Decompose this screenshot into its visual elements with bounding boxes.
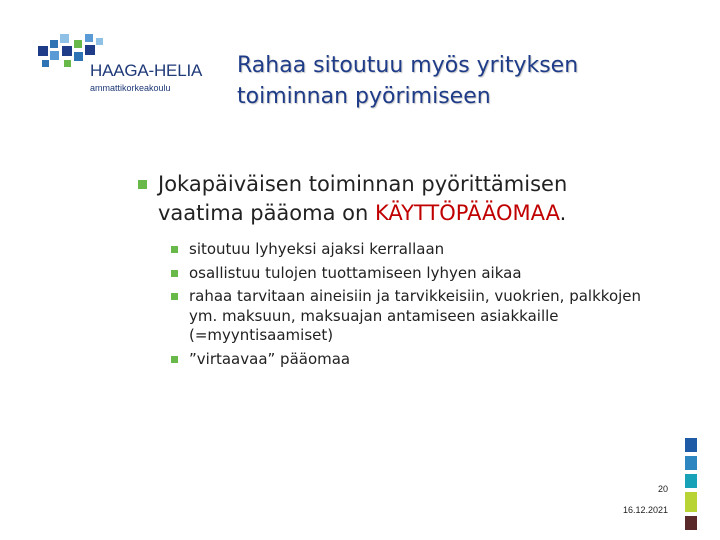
sub-bullet xyxy=(189,350,659,370)
main-bullet-text: vaatima pääoma on xyxy=(158,201,375,225)
footer-color-strip xyxy=(685,438,697,534)
strip-block xyxy=(685,516,697,530)
sub-bullet-text: ”virtaavaa” pääomaa xyxy=(189,349,351,368)
logo-name: HAAGA-HELIA xyxy=(90,61,203,80)
sub-bullet-text: sitoutuu lyhyeksi ajaksi kerrallaan xyxy=(189,240,445,258)
strip-block xyxy=(685,492,697,512)
bullet-marker-icon xyxy=(138,180,147,189)
slide-date: 16.12.2021 xyxy=(622,505,668,515)
sub-bullet xyxy=(189,287,659,346)
bullet-marker-icon xyxy=(171,246,178,253)
highlight-term: KÄYTTÖPÄÄOMAA xyxy=(374,201,560,225)
main-bullet xyxy=(158,170,688,228)
sub-bullet-text: rahaa tarvitaan aineisiin ja tarvikkeisiin, vuokrien, palkkojen ym. maksuun, maksuajan antamiseen asiakkaille (=myyntisaamiset) xyxy=(189,287,642,344)
sub-bullet xyxy=(189,264,659,284)
strip-block xyxy=(685,456,697,470)
page-number: 20 xyxy=(657,484,668,494)
slide-title xyxy=(237,50,697,112)
bullet-marker-icon xyxy=(171,293,178,300)
main-bullet-line-2 xyxy=(158,199,688,228)
main-bullet-punctuation: . xyxy=(559,201,567,225)
haaga-helia-logo xyxy=(38,34,203,104)
sub-bullet xyxy=(189,240,659,260)
sub-bullet-list xyxy=(189,240,659,373)
bullet-marker-icon xyxy=(171,356,178,363)
main-bullet-line-1: Jokapäiväisen toiminnan pyörittämisen xyxy=(158,172,568,196)
logo-subtitle: ammattikorkeakoulu xyxy=(90,83,171,93)
slide-title-line-1: Rahaa sitoutuu myös yrityksen xyxy=(237,53,579,78)
sub-bullet-text: osallistuu tulojen tuottamiseen lyhyen aikaa xyxy=(189,263,522,282)
strip-block xyxy=(685,474,697,488)
strip-block xyxy=(685,438,697,452)
bullet-marker-icon xyxy=(171,270,178,277)
slide-title-line-2: toiminnan pyörimiseen xyxy=(237,84,491,109)
